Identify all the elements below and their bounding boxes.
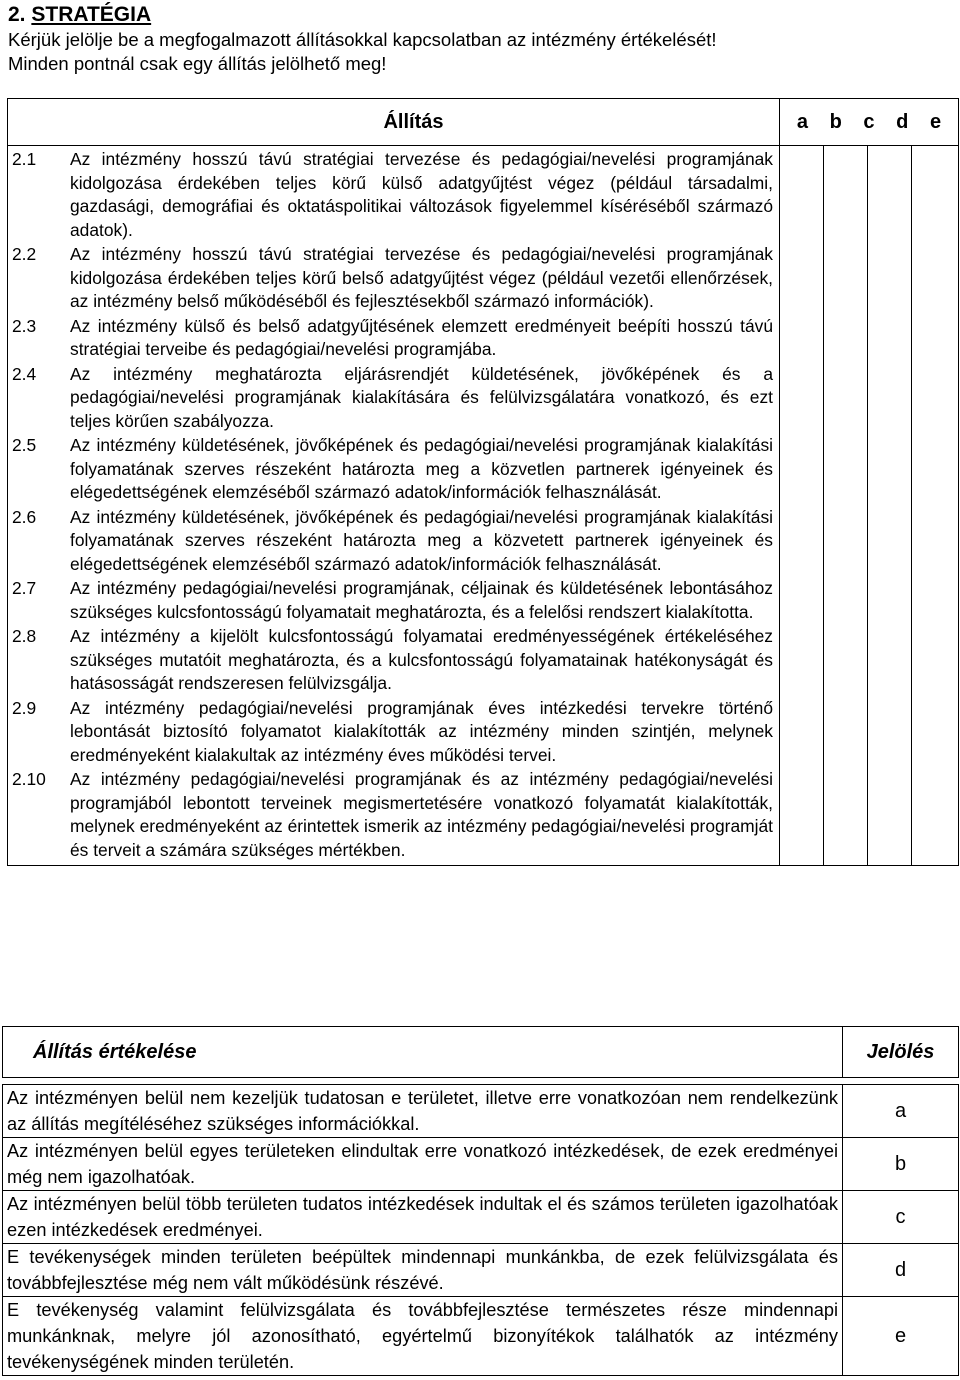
statement-number: 2.7: [12, 578, 37, 598]
rating-column-a[interactable]: [780, 146, 824, 866]
statement-number: 2.1: [12, 149, 37, 169]
statements-list: [8, 146, 780, 866]
statement-number: 2.9: [12, 697, 37, 718]
statement-row: [12, 697, 773, 768]
statement-text: Az intézmény pedagógiai/nevelési programjának, céljainak és küldetésének lebontásához szükséges kulcsfontosságú folyamatait meghatározta, és a felelősi rendszert kialakította.: [70, 578, 773, 622]
rating-mark: b: [843, 1138, 959, 1191]
rating-letter-e: e: [930, 110, 942, 133]
statement-row: [12, 243, 773, 314]
rating-scale-row: [3, 1244, 959, 1297]
section-title: [8, 2, 717, 28]
statement-number: 2.4: [12, 363, 37, 384]
rating-letter-d: d: [896, 110, 909, 133]
statement-row: [12, 625, 773, 696]
statement-row: [12, 434, 773, 505]
rating-mark: c: [843, 1191, 959, 1244]
statement-row: [12, 506, 773, 577]
statement-row: [12, 768, 773, 862]
rating-description: E tevékenységek minden területen beépültek mindennapi munkánkba, de ezek felülvizsgálata és továbbfejlesztése még nem vált működésünk részévé.: [3, 1244, 843, 1297]
statement-text: Az intézmény meghatározta eljárásrendjét küldetésének, jövőképének és a pedagógiai/nevelési programjának kialakítására és felülvizsgálatára vonatkozó, és ezt teljes körűen szabályozza.: [70, 363, 773, 431]
statement-text: Az intézmény pedagógiai/nevelési programjának éves intézkedési tervekre történő lebontását biztosító folyamatot kialakították az intézmény minden szintjén, melynek eredményeként kialakultak az intézmény éves működési tervei.: [70, 697, 773, 765]
rating-scale-table: [2, 1026, 959, 1376]
statements-table: [7, 98, 959, 866]
instruction-1: Kérjük jelölje be a megfogalmazott állításokkal kapcsolatban az intézmény értékelését!: [8, 29, 717, 50]
statement-text: Az intézmény hosszú távú stratégiai tervezése és pedagógiai/nevelési programjának kidolgozása érdekében teljes körű belső adatgyűjtést végez (például vezetői ellenőrzések, az intézmény belső működéséből és fejlesztésekből származó információk).: [70, 244, 773, 311]
statement-row: [12, 148, 773, 242]
rating-letter-c: c: [863, 110, 875, 133]
rating-description: Az intézményen belül egyes területeken elindultak erre vonatkozó intézkedések, de ezek eredményei még nem igazolhatóak.: [3, 1138, 843, 1191]
statement-number: 2.3: [12, 315, 37, 336]
section-number: 2.: [8, 3, 26, 26]
statement-text: Az intézmény küldetésének, jövőképének és pedagógiai/nevelési programjának kialakítási folyamatának szerves részeként határozta meg a közvetett partnerek igényeinek és elégedettségének elemzéséből származó adatok/információk felhasználását.: [70, 506, 773, 574]
statement-text: Az intézmény pedagógiai/nevelési programjának és az intézmény pedagógiai/nevelési programjából lebontott terveinek megismertetésére vonatkozó folyamatát kialakították, melynek eredményeként az érintettek ismerik az intézmény pedagógiai/nevelési programját és terveit a számára szükséges mértékben.: [70, 769, 773, 860]
statement-number: 2.2: [12, 244, 37, 264]
statement-row: [12, 363, 773, 434]
rating-mark: a: [843, 1085, 959, 1138]
rating-scale-row: [3, 1085, 959, 1138]
statements-header: Állítás: [8, 99, 780, 146]
rating-column-c[interactable]: [868, 146, 912, 866]
rating-description: E tevékenység valamint felülvizsgálata és továbbfejlesztése természetes része mindennapi munkánknak, melyre jól azonosítható, egyértelmű bizonyítékok találhatók az intézmény tevékenységének minden területén.: [3, 1297, 843, 1376]
rating-scale-row: [3, 1138, 959, 1191]
statement-number: 2.5: [12, 435, 37, 455]
statements-header-row: [8, 99, 959, 146]
rating-scale-row: [3, 1297, 959, 1376]
rating-letters-header: [780, 99, 959, 146]
rating-letter-b: b: [829, 110, 842, 133]
section-header: [8, 2, 717, 76]
statement-text: Az intézmény külső és belső adatgyűjtésének elemzett eredményeit beépíti hosszú távú stratégiai terveibe és pedagógiai/nevelési programjába.: [70, 315, 773, 359]
statement-number: 2.10: [12, 769, 46, 789]
instruction-2: Minden pontnál csak egy állítás jelölhető meg!: [8, 53, 387, 74]
rating-mark: d: [843, 1244, 959, 1297]
rating-scale-row: [3, 1191, 959, 1244]
rating-column-b[interactable]: [824, 146, 868, 866]
mark-header: Jelölés: [843, 1027, 959, 1078]
rating-scale-header: Állítás értékelése: [3, 1027, 843, 1078]
statement-number: 2.8: [12, 626, 37, 646]
rating-description: Az intézményen belül nem kezeljük tudatosan e területet, illetve erre vonatkozóan nem rendelkezünk az állítás megítéléséhez szükséges információkkal.: [3, 1085, 843, 1138]
rating-mark: e: [843, 1297, 959, 1376]
rating-scale-header-row: [3, 1027, 959, 1078]
statement-text: Az intézmény a kijelölt kulcsfontosságú folyamatai eredményességének értékeléséhez szükséges mutatóit meghatározta, és a kulcsfontosságú folyamatainak hatékonyságát és hatásosságát rendszeresen felülvizsgálja.: [70, 626, 773, 693]
statement-text: Az intézmény küldetésének, jövőképének és pedagógiai/nevelési programjának kialakítási folyamatának szerves részeként határozta meg a közvetlen partnerek igényeinek és elégedettségének elemzéséből származó adatok/információk felhasználását.: [70, 435, 773, 502]
statement-row: [12, 315, 773, 362]
statement-text: Az intézmény hosszú távú stratégiai tervezése és pedagógiai/nevelési programjának kidolgozása érdekében teljes körű külső adatgyűjtést végez (például társadalmi, gazdasági, demográfiai és oktatáspolitikai változások figyelemmel kíséréséből származó adatok).: [70, 149, 773, 240]
section-name: STRATÉGIA: [31, 3, 152, 26]
rating-column-d[interactable]: [912, 146, 959, 866]
statement-number: 2.6: [12, 506, 37, 527]
rating-description: Az intézményen belül több területen tudatos intézkedések indultak el és számos területen igazolhatóak ezen intézkedések eredményei.: [3, 1191, 843, 1244]
statements-body-row: [8, 146, 959, 866]
rating-letter-a: a: [796, 110, 808, 133]
statement-row: [12, 577, 773, 624]
